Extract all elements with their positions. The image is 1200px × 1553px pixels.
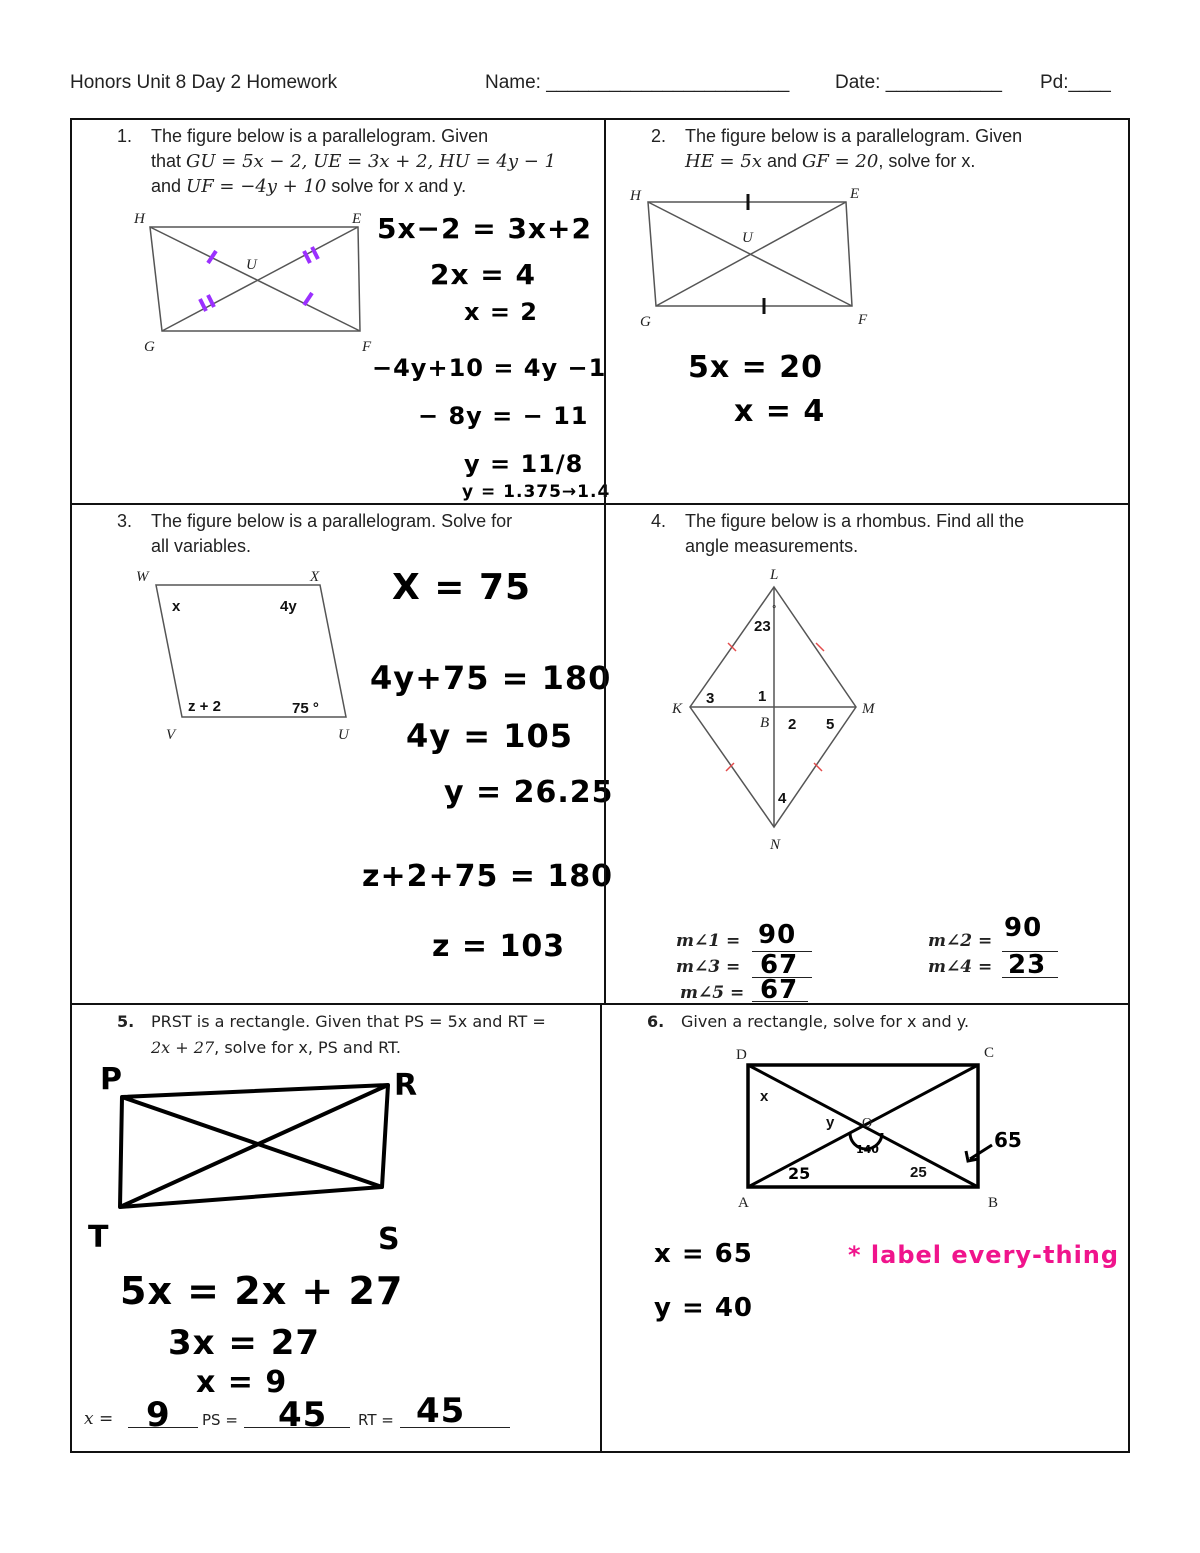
problem-number: 3. bbox=[117, 511, 133, 531]
problem-4-line2: angle measurements. bbox=[685, 536, 859, 556]
vertex-s-label: S bbox=[378, 1222, 400, 1255]
problem-2-line1: The figure below is a parallelogram. Given bbox=[685, 126, 1023, 146]
angle-3-answer: 67 bbox=[760, 950, 799, 980]
vertex-v-label: V bbox=[166, 727, 176, 743]
vertex-t-label: T bbox=[88, 1220, 109, 1255]
angle-2-label: 2 bbox=[788, 716, 797, 733]
period-field: Pd:____ bbox=[1040, 72, 1111, 93]
problem-2-cell bbox=[604, 118, 1130, 505]
angle-1-label: 1 bbox=[758, 688, 767, 705]
p3-work-line5: z+2+75 = 180 bbox=[362, 859, 614, 894]
angle-5-answer-label: m∠5 = bbox=[680, 983, 745, 1003]
angle-y-label: y bbox=[826, 1114, 835, 1131]
problem-4-line1: The figure below is a rhombus. Find all the bbox=[685, 511, 1025, 531]
angle-25-label: 25 bbox=[910, 1164, 927, 1181]
vertex-w-label: W bbox=[136, 569, 149, 585]
center-u-label: U bbox=[742, 230, 753, 246]
p1-work-line7: y = 1.375→1.4 bbox=[462, 482, 611, 502]
p3-work-line4: y = 26.25 bbox=[444, 775, 614, 810]
angle-3-answer-label: m∠3 = bbox=[676, 957, 741, 977]
rectangle-prst-figure bbox=[82, 1055, 442, 1255]
p1-work-line5: − 8y = − 11 bbox=[418, 402, 589, 430]
p1-work-line1: 5x−2 = 3x+2 bbox=[377, 212, 592, 245]
worksheet-title: Honors Unit 8 Day 2 Homework bbox=[70, 72, 338, 93]
problem-1-cell bbox=[70, 118, 611, 505]
p1-work-line6: y = 11/8 bbox=[464, 450, 584, 478]
handwritten-140-label: 140 bbox=[856, 1143, 879, 1156]
angle-5-answer: 67 bbox=[760, 975, 799, 1005]
vertex-h-label: H bbox=[630, 188, 641, 204]
problem-1-text bbox=[117, 124, 597, 204]
rectangle-abcd-figure bbox=[722, 1035, 1042, 1215]
problem-6-line1: Given a rectangle, solve for x and y. bbox=[681, 1012, 970, 1031]
problem-number: 2. bbox=[651, 126, 667, 146]
handwritten-25-label: 25 bbox=[788, 1164, 811, 1183]
problem-4-text bbox=[651, 509, 1121, 564]
parallelogram-wxuv-figure bbox=[112, 559, 372, 749]
problem-3-line1: The figure below is a parallelogram. Solve for bbox=[151, 511, 513, 531]
angle-23-label: 23 bbox=[754, 618, 771, 635]
date-field: Date: ___________ bbox=[835, 72, 1002, 93]
problem-2-text bbox=[651, 124, 1121, 179]
p2-work-line1: 5x = 20 bbox=[688, 350, 823, 385]
p3-work-line3: 4y = 105 bbox=[406, 717, 574, 755]
problem-1-line1: The figure below is a parallelogram. Given bbox=[151, 126, 489, 146]
vertex-e-label: E bbox=[850, 186, 860, 202]
problem-5-line2: 2x + 27, solve for x, PS and RT. bbox=[151, 1038, 401, 1057]
p6-work-line2: y = 40 bbox=[654, 1293, 754, 1323]
rt-answer: 45 bbox=[416, 1391, 466, 1431]
p3-work-line1: X = 75 bbox=[392, 567, 532, 608]
problem-5-cell bbox=[70, 1003, 602, 1453]
p1-work-line3: x = 2 bbox=[464, 298, 538, 326]
vertex-k-label: K bbox=[672, 701, 683, 717]
problem-4-cell bbox=[604, 503, 1130, 1005]
angle-1-answer-label: m∠1 = bbox=[676, 931, 741, 951]
vertex-x-label: X bbox=[310, 569, 320, 585]
angle-2-answer-label: m∠2 = bbox=[928, 931, 993, 951]
svg-text:°: ° bbox=[772, 604, 777, 616]
vertex-m-label: M bbox=[862, 701, 875, 717]
problem-2-line2: HE = 5x and GF = 20, solve for x. bbox=[685, 151, 976, 172]
problem-number: 6. bbox=[647, 1012, 665, 1031]
problem-3-text bbox=[117, 509, 597, 564]
vertex-c-label: C bbox=[984, 1045, 995, 1061]
problem-number: 5. bbox=[117, 1012, 135, 1031]
angle-4y-label: 4y bbox=[280, 598, 297, 615]
handwritten-65-label: 65 bbox=[994, 1128, 1022, 1152]
vertex-g-label: G bbox=[144, 339, 155, 355]
p5-work-line1: 5x = 2x + 27 bbox=[120, 1269, 404, 1313]
p2-work-line2: x = 4 bbox=[734, 394, 826, 429]
vertex-n-label: N bbox=[770, 837, 781, 853]
vertex-d-label: D bbox=[736, 1047, 747, 1063]
problem-3-line2: all variables. bbox=[151, 536, 252, 556]
p1-work-line4: −4y+10 = 4y −1 bbox=[372, 354, 607, 382]
vertex-p-label: P bbox=[100, 1062, 122, 1097]
angle-75-label: 75 ° bbox=[292, 700, 319, 717]
vertex-g-label: G bbox=[640, 314, 651, 330]
angle-1-answer: 90 bbox=[758, 920, 797, 950]
vertex-e-label: E bbox=[352, 211, 362, 227]
p5-work-line2: 3x = 27 bbox=[168, 1323, 321, 1363]
center-b-label: B bbox=[760, 715, 770, 731]
vertex-l-label: L bbox=[770, 567, 779, 583]
ps-answer: 45 bbox=[278, 1395, 328, 1435]
problem-5-line1: PRST is a rectangle. Given that PS = 5x and RT = bbox=[151, 1012, 546, 1031]
name-field: Name: _______________________ bbox=[485, 72, 790, 93]
label-everything-note: * label every-thing bbox=[848, 1241, 1120, 1269]
problem-1-line3: and UF = −4y + 10 solve for x and y. bbox=[151, 176, 467, 197]
vertex-a-label: A bbox=[738, 1195, 749, 1211]
ps-answer-label: PS = bbox=[202, 1411, 238, 1429]
problem-3-cell bbox=[70, 503, 614, 1005]
center-o-label: O bbox=[862, 1116, 873, 1131]
vertex-h-label: H bbox=[134, 211, 145, 227]
problem-6-cell bbox=[600, 1003, 1130, 1453]
p3-work-line6: z = 103 bbox=[432, 929, 566, 964]
angle-5-label: 5 bbox=[826, 716, 835, 733]
problem-number: 4. bbox=[651, 511, 667, 531]
angle-2-answer: 90 bbox=[1004, 913, 1043, 943]
rt-answer-label: RT = bbox=[358, 1411, 394, 1429]
p1-work-line2: 2x = 4 bbox=[430, 258, 536, 291]
problem-grid bbox=[70, 118, 1130, 1453]
p6-work-line1: x = 65 bbox=[654, 1239, 753, 1269]
angle-4-label: 4 bbox=[778, 790, 787, 807]
vertex-f-label: F bbox=[362, 339, 372, 355]
center-u-label: U bbox=[246, 257, 257, 273]
vertex-r-label: R bbox=[394, 1068, 418, 1103]
rhombus-klmn-figure bbox=[666, 563, 926, 859]
vertex-b-label: B bbox=[988, 1195, 999, 1211]
p5-work-line3: x = 9 bbox=[196, 1365, 288, 1400]
angle-4-answer-label: m∠4 = bbox=[928, 957, 993, 977]
angle-z-label: z + 2 bbox=[188, 698, 221, 715]
parallelogram-hegf-figure bbox=[122, 205, 382, 355]
problem-1-line2: that GU = 5x − 2, UE = 3x + 2, HU = 4y − 1 bbox=[151, 151, 556, 172]
angle-4-answer: 23 bbox=[1008, 950, 1047, 980]
angle-3-label: 3 bbox=[706, 690, 715, 707]
angle-x-label: x bbox=[172, 598, 181, 615]
vertex-f-label: F bbox=[858, 312, 868, 328]
parallelogram-hegf-figure-2 bbox=[624, 182, 884, 332]
x-answer: 9 bbox=[146, 1395, 171, 1435]
x-answer-label: x = bbox=[84, 1409, 114, 1429]
vertex-u-label: U bbox=[338, 727, 349, 743]
angle-x-label: x bbox=[760, 1088, 769, 1105]
problem-number: 1. bbox=[117, 126, 133, 146]
p3-work-line2: 4y+75 = 180 bbox=[370, 659, 612, 697]
